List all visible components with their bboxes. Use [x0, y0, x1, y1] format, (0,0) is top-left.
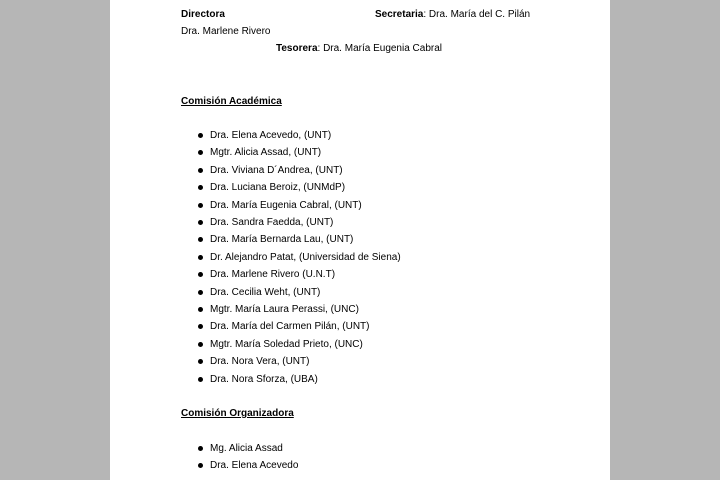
list-item-text: Mgtr. Alicia Assad, (UNT)	[210, 147, 322, 159]
list-item-text: Dra. Nora Vera, (UNT)	[210, 356, 310, 368]
tesorera-value: : Dra. María Eugenia Cabral	[317, 43, 443, 54]
bullet-icon	[198, 150, 203, 155]
directora-label: Directora	[181, 9, 225, 20]
list-item-text: Dra. María Bernarda Lau, (UNT)	[210, 234, 354, 246]
bullet-icon	[198, 463, 203, 468]
list-item-text: Dra. María del Carmen Pilán, (UNT)	[210, 321, 370, 333]
bullet-icon	[198, 324, 203, 329]
academic-commission-heading: Comisión Académica	[181, 96, 282, 107]
bullet-icon	[198, 377, 203, 382]
bullet-icon	[198, 203, 203, 208]
bullet-icon	[198, 446, 203, 451]
list-item-text: Dra. Viviana D´Andrea, (UNT)	[210, 164, 343, 176]
organizing-commission-heading: Comisión Organizadora	[181, 408, 294, 419]
bullet-icon	[198, 359, 203, 364]
list-item-text: Dra. Elena Acevedo	[210, 460, 299, 472]
secretaria-label: Secretaria	[375, 9, 424, 20]
bullet-icon	[198, 307, 203, 312]
list-item-text: Dra. Luciana Beroiz, (UNMdP)	[210, 182, 346, 194]
directora-name: Dra. Marlene Rivero	[181, 26, 271, 37]
secretaria-line	[375, 9, 530, 20]
secretaria-value: : Dra. María del C. Pilán	[423, 9, 531, 20]
list-item-text: Dra. Marlene Rivero (U.N.T)	[210, 269, 336, 281]
tesorera-line	[276, 43, 442, 54]
list-item-text: Dr. Alejandro Patat, (Universidad de Siena)	[210, 251, 401, 263]
bullet-icon	[198, 272, 203, 277]
list-item-text: Mgtr. María Laura Perassi, (UNC)	[210, 304, 359, 315]
bullet-icon	[198, 168, 203, 173]
document-page	[110, 0, 610, 480]
list-item-text: Dra. María Eugenia Cabral, (UNT)	[210, 199, 362, 211]
list-item-text: Mg. Alicia Assad	[210, 443, 283, 454]
list-item-text: Dra. Elena Acevedo, (UNT)	[210, 130, 332, 141]
bullet-icon	[198, 185, 203, 190]
bullet-icon	[198, 237, 203, 242]
list-item-text: Dra. Sandra Faedda, (UNT)	[210, 217, 334, 228]
tesorera-label: Tesorera	[276, 43, 318, 54]
bullet-icon	[198, 133, 203, 138]
list-item-text: Mgtr. María Soledad Prieto, (UNC)	[210, 338, 363, 350]
bullet-icon	[198, 220, 203, 225]
bullet-icon	[198, 342, 203, 347]
bullet-icon	[198, 255, 203, 260]
list-item-text: Dra. Nora Sforza, (UBA)	[210, 373, 318, 385]
list-item-text: Dra. Cecilia Weht, (UNT)	[210, 286, 321, 298]
bullet-icon	[198, 290, 203, 295]
